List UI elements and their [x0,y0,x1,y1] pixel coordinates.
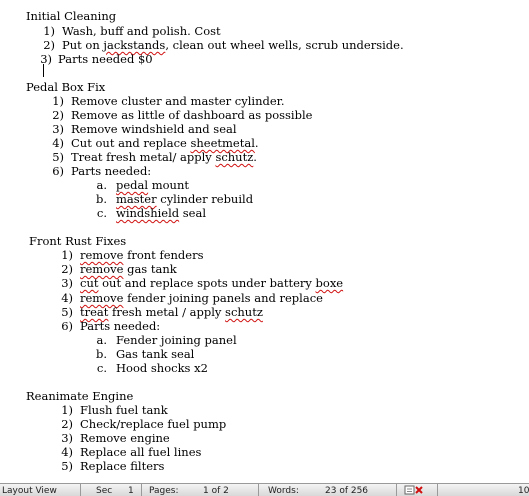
sub-list-item-number: a. [96,333,107,347]
list-item-number: 3) [61,431,73,445]
misspelled-word: jackstands [103,38,166,52]
status-separator [437,484,438,496]
text-run: Parts needed: [80,319,161,333]
misspelled-word: sheetmetal [190,136,255,150]
misspelled-word: remove [80,291,124,305]
list-item [80,445,201,459]
sub-list-item-number: b. [95,192,107,206]
list-item [71,164,151,178]
list-item-number: 6) [61,319,73,333]
text-run: seal [179,206,207,220]
pages-label: Pages: [149,486,179,496]
text-run: , clean out wheel wells, scrub underside. [165,38,404,52]
view-mode-label[interactable]: Layout View [2,486,57,496]
text-run: Parts needed: [71,164,152,178]
list-item [80,248,204,262]
text-run: Remove cluster and master cylinder. [71,94,285,108]
text-run: gas tank [123,262,177,276]
spelling-check-icon[interactable] [404,485,428,495]
list-item-number: 2) [52,108,64,122]
words-label: Words: [268,486,299,496]
list-item [58,52,153,66]
list-item [71,136,259,150]
sub-list-item [116,347,194,361]
sub-list-item-number: a. [96,178,107,192]
text-run: Remove windshield and seal [71,122,237,136]
list-item-number: 1) [43,24,55,38]
text-run: . [254,136,259,150]
section-heading: Pedal Box Fix [26,80,106,94]
text-run: Remove as little of dashboard as possible [71,108,313,122]
list-item [80,262,177,276]
text-run: Put on [62,38,104,52]
sub-list-item-number: c. [96,206,107,220]
text-run: Wash, buff and polish. Cost [62,24,221,38]
misspelled-word: cut [80,276,99,290]
misspelled-word: schutz [215,150,254,164]
section-heading: Initial Cleaning [26,9,117,23]
text-run: Replace filters [80,459,165,473]
list-item-number: 5) [61,305,73,319]
text-run: cylinder rebuild [156,192,254,206]
status-separator [80,484,81,496]
list-item-number: 1) [61,403,73,417]
text-run: mount [148,178,189,192]
list-item-number: 1) [61,248,73,262]
text-run: fender joining panels and replace [123,291,323,305]
status-separator [141,484,142,496]
status-bar [0,483,529,496]
list-item-number: 3) [40,52,52,66]
list-item [71,108,312,122]
sub-list-item [116,333,237,347]
words-value: 23 of 256 [325,486,369,496]
text-run: Treat fresh metal/ apply [71,150,216,164]
text-run: . [253,150,257,164]
text-run: Check/replace fuel pump [80,417,227,431]
list-item-number: 5) [52,150,64,164]
section-value: 1 [128,486,134,496]
misspelled-word: schutz [225,305,263,319]
section-heading: Front Rust Fixes [29,234,127,248]
status-separator [258,484,259,496]
text-run: Flush fuel tank [80,403,168,417]
list-item-number: 4) [61,445,73,459]
misspelled-word: windshield [116,206,180,220]
pages-value: 1 of 2 [203,486,229,496]
list-item [71,122,237,136]
list-item-number: 6) [52,164,64,178]
list-item [80,291,323,305]
list-item-number: 3) [52,122,64,136]
list-item-number: 4) [61,291,73,305]
misspelled-word: master [116,192,157,206]
zoom-value[interactable]: 10 [518,486,529,496]
list-item [80,319,160,333]
misspelled-word: remove [80,262,124,276]
list-item [80,403,168,417]
list-item [62,24,221,38]
text-run: Replace all fuel lines [80,445,202,459]
text-run: Hood shocks x2 [116,361,208,375]
list-item [80,305,263,319]
section-heading: Reanimate Engine [26,389,134,403]
list-item [80,459,164,473]
sub-list-item-number: c. [96,361,107,375]
sub-list-item [116,178,189,192]
misspelled-word: remove [80,248,124,262]
list-item [71,150,257,164]
misspelled-word: boxe [315,276,344,290]
list-item [71,94,285,108]
list-item-number: 3) [61,276,73,290]
list-item-number: 5) [61,459,73,473]
text-run: Cut out and replace [71,136,191,150]
text-run: Parts needed $0 [58,52,153,66]
list-item-number: 2) [61,417,73,431]
list-item-number: 1) [52,94,64,108]
section-label: Sec [96,486,113,496]
sub-list-item-number: b. [95,347,107,361]
text-run: front fenders [123,248,204,262]
sub-list-item [116,361,208,375]
misspelled-word: treat [80,305,109,319]
text-run: Fender joining panel [116,333,237,347]
misspelled-word: pedal [116,178,149,192]
list-item-number: 2) [61,262,73,276]
text-run: Remove engine [80,431,170,445]
sub-list-item [116,192,253,206]
list-item [80,417,226,431]
list-item [80,431,170,445]
text-run: Gas tank seal [116,347,195,361]
sub-list-item [116,206,206,220]
list-item [80,276,343,290]
text-run: out and replace spots under battery [98,276,316,290]
text-run: fresh metal / apply [108,305,226,319]
list-item-number: 2) [43,38,55,52]
status-separator [396,484,397,496]
list-item-number: 4) [52,136,64,150]
list-item [62,38,404,52]
